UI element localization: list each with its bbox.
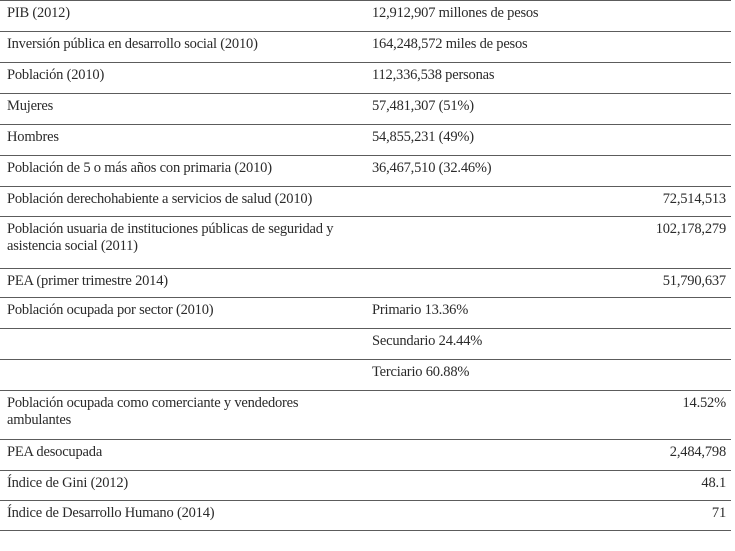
row-value-right xyxy=(559,32,731,63)
table-row xyxy=(0,501,731,531)
table-row xyxy=(0,471,731,501)
table-row xyxy=(0,440,731,471)
row-value-right xyxy=(559,63,731,94)
row-label xyxy=(0,329,365,360)
row-value-right xyxy=(559,1,731,32)
row-label: Índice de Gini (2012) xyxy=(0,471,365,501)
row-value-right: 102,178,279 xyxy=(559,217,731,269)
row-value: 12,912,907 millones de pesos xyxy=(365,1,559,32)
row-value: 57,481,307 (51%) xyxy=(365,94,559,125)
row-value-right: 71 xyxy=(559,501,731,531)
table-row xyxy=(0,32,731,63)
row-value-right: 51,790,637 xyxy=(559,269,731,298)
row-value-right xyxy=(559,329,731,360)
row-value-right: 14.52% xyxy=(559,391,731,440)
row-value: 36,467,510 (32.46%) xyxy=(365,156,559,187)
row-label: Inversión pública en desarrollo social (2010) xyxy=(0,32,365,63)
row-value-right: 48.1 xyxy=(559,471,731,501)
row-value-right: 72,514,513 xyxy=(559,187,731,217)
row-label: Población usuaria de instituciones públicas de seguridad y asistencia social (2011) xyxy=(0,217,365,269)
row-label: PEA (primer trimestre 2014) xyxy=(0,269,365,298)
row-label: Población de 5 o más años con primaria (2010) xyxy=(0,156,365,187)
row-label xyxy=(0,360,365,391)
row-value: Primario 13.36% xyxy=(365,298,559,329)
table-row xyxy=(0,125,731,156)
row-label: PEA desocupada xyxy=(0,440,365,471)
row-value-right xyxy=(559,125,731,156)
table-row xyxy=(0,217,731,269)
row-value-right: 2,484,798 xyxy=(559,440,731,471)
row-value xyxy=(365,440,559,471)
table-row xyxy=(0,269,731,298)
row-label: Índice de Desarrollo Humano (2014) xyxy=(0,501,365,531)
table-row xyxy=(0,391,731,440)
row-label: Población derechohabiente a servicios de salud (2010) xyxy=(0,187,365,217)
table-row xyxy=(0,156,731,187)
row-value: 54,855,231 (49%) xyxy=(365,125,559,156)
table-row xyxy=(0,298,731,329)
row-value-right xyxy=(559,360,731,391)
row-label: Población ocupada como comerciante y vendedores ambulantes xyxy=(0,391,365,440)
row-value xyxy=(365,269,559,298)
row-value xyxy=(365,187,559,217)
row-label: Mujeres xyxy=(0,94,365,125)
row-label: Hombres xyxy=(0,125,365,156)
table-row xyxy=(0,1,731,32)
row-label: PIB (2012) xyxy=(0,1,365,32)
row-value: 112,336,538 personas xyxy=(365,63,559,94)
table-row xyxy=(0,94,731,125)
row-value: 164,248,572 miles de pesos xyxy=(365,32,559,63)
row-value xyxy=(365,471,559,501)
row-value: Secundario 24.44% xyxy=(365,329,559,360)
row-value xyxy=(365,391,559,440)
row-value-right xyxy=(559,298,731,329)
row-value xyxy=(365,217,559,269)
row-value-right xyxy=(559,156,731,187)
table-row xyxy=(0,187,731,217)
row-value: Terciario 60.88% xyxy=(365,360,559,391)
row-value xyxy=(365,501,559,531)
table-row xyxy=(0,63,731,94)
row-label: Población (2010) xyxy=(0,63,365,94)
table-row xyxy=(0,360,731,391)
table-row xyxy=(0,329,731,360)
row-label: Población ocupada por sector (2010) xyxy=(0,298,365,329)
row-value-right xyxy=(559,94,731,125)
